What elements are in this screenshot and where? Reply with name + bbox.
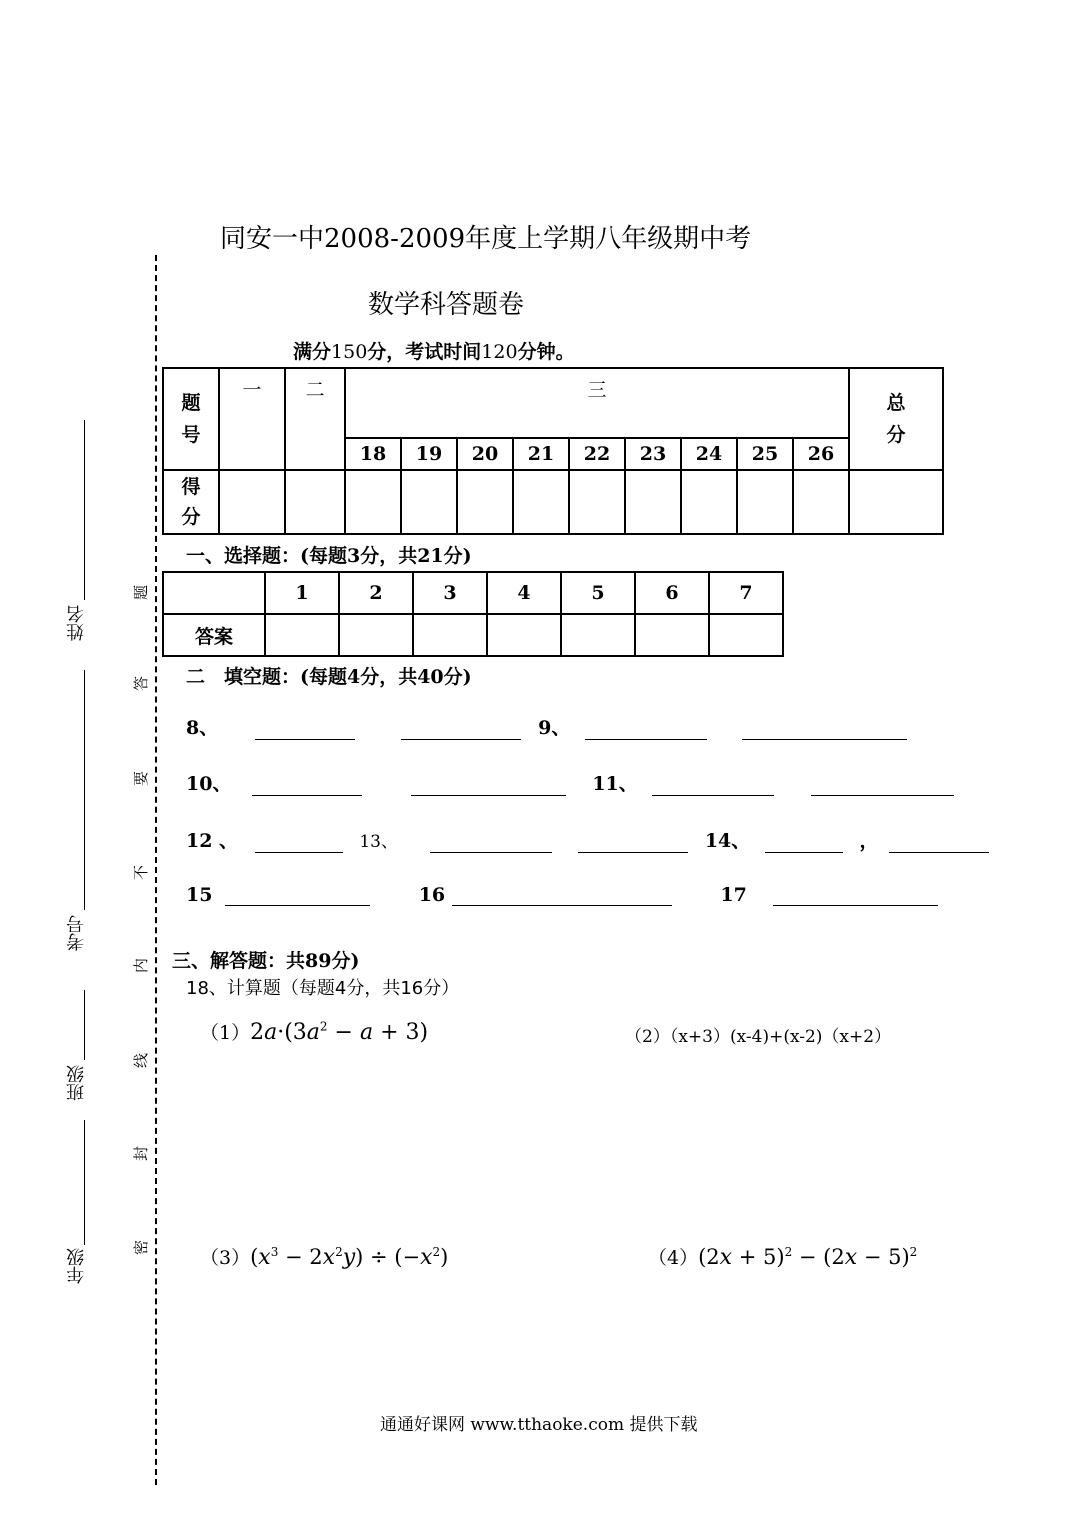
blank-10a[interactable] — [252, 775, 362, 796]
q-number-cell: 18 — [345, 438, 401, 470]
total-header: 总 分 — [849, 368, 943, 470]
score-input-cell[interactable] — [457, 470, 513, 534]
name-label: 姓名 — [66, 605, 87, 641]
seal-char-5: 内 — [132, 957, 151, 974]
choice-number: 4 — [487, 572, 561, 614]
seal-dashed-line — [155, 255, 157, 1485]
exam-note: 满分150分，考试时间120分钟。 — [293, 341, 575, 363]
seal-char-7: 封 — [132, 1145, 151, 1162]
footer-credit: 通通好课网 www.tthaoke.com 提供下载 — [380, 1415, 698, 1435]
section-3-heading: 三、解答题：共89分) — [172, 950, 360, 972]
col-1-header: 一 — [219, 368, 285, 470]
score-input-cell[interactable] — [737, 470, 793, 534]
fill-row-8-9: 8、 9、 — [186, 713, 907, 740]
blank-9b[interactable] — [742, 719, 907, 740]
q-number-cell: 22 — [569, 438, 625, 470]
blank-13a[interactable] — [430, 832, 552, 853]
empty-corner-cell — [163, 572, 265, 614]
answer-cell[interactable] — [265, 614, 339, 656]
blank-9a[interactable] — [585, 719, 707, 740]
total-score-cell[interactable] — [849, 470, 943, 534]
blank-14a[interactable] — [765, 832, 843, 853]
q-number-cell: 20 — [457, 438, 513, 470]
score-input-cell[interactable] — [625, 470, 681, 534]
section-3-sub: 18、计算题（每题4分，共16分） — [186, 978, 460, 999]
fill-row-12-14: 12 、 13、 14、 ， — [186, 826, 989, 853]
choice-number: 7 — [709, 572, 783, 614]
blank-17[interactable] — [773, 885, 938, 906]
score-table — [162, 367, 944, 535]
blank-12[interactable] — [255, 832, 343, 853]
seal-char-3: 要 — [132, 770, 151, 787]
answer-cell[interactable] — [561, 614, 635, 656]
problem-4: $(4)(2x + 5)^2 - (2x - 5)^2$ — [648, 1245, 918, 1270]
blank-8a[interactable] — [255, 719, 355, 740]
blank-15[interactable] — [225, 885, 370, 906]
answer-cell[interactable] — [487, 614, 561, 656]
choice-answer-table — [162, 571, 784, 657]
answer-label: 答案 — [163, 614, 265, 656]
blank-14b[interactable] — [889, 832, 989, 853]
exam-no-label: 考号 — [66, 915, 87, 951]
problem-3: $(3)(x^3 - 2x^2y) \div (-x^2)$ — [200, 1245, 449, 1270]
choice-number: 3 — [413, 572, 487, 614]
blank-8b[interactable] — [401, 719, 521, 740]
q-number-cell: 24 — [681, 438, 737, 470]
problem-2: （2）（x+3）(x-4)+(x-2)（x+2） — [625, 1027, 892, 1047]
page-subtitle: 数学科答题卷 — [368, 290, 525, 320]
blank-16[interactable] — [452, 885, 672, 906]
tihao-cell: 题 号 — [163, 368, 219, 470]
choice-number: 6 — [635, 572, 709, 614]
score-input-cell[interactable] — [345, 470, 401, 534]
seal-char-2: 答 — [132, 675, 151, 692]
answer-cell[interactable] — [709, 614, 783, 656]
q-number-cell: 26 — [793, 438, 849, 470]
blank-11b[interactable] — [811, 775, 954, 796]
choice-number: 1 — [265, 572, 339, 614]
blank-10b[interactable] — [411, 775, 566, 796]
class-label: 班级 — [66, 1065, 87, 1101]
seal-char-1: 题 — [132, 584, 151, 601]
page-title: 同安一中2008-2009年度上学期八年级期中考 — [220, 224, 752, 254]
q-number-cell: 21 — [513, 438, 569, 470]
section-2-heading: 二 填空题：(每题4分，共40分) — [186, 666, 472, 688]
score-input-cell[interactable] — [513, 470, 569, 534]
score-input-cell[interactable] — [285, 470, 345, 534]
seal-char-8: 密 — [132, 1239, 151, 1256]
defen-cell: 得 分 — [163, 470, 219, 534]
fill-row-10-11: 10、 11、 — [186, 769, 954, 796]
seal-char-4: 不 — [132, 864, 151, 881]
col-2-header: 二 — [285, 368, 345, 470]
section-1-heading: 一、选择题：(每题3分，共21分) — [186, 545, 472, 567]
grade-line — [84, 1120, 85, 1245]
seal-char-6: 线 — [132, 1052, 151, 1069]
score-input-cell[interactable] — [219, 470, 285, 534]
answer-cell[interactable] — [413, 614, 487, 656]
score-input-cell[interactable] — [401, 470, 457, 534]
fill-row-15-17: 15 16 17 — [186, 884, 938, 906]
problem-1: $(1)2a\cdot(3a^2 - a + 3)$ — [200, 1019, 429, 1045]
blank-11a[interactable] — [652, 775, 774, 796]
q-number-cell: 19 — [401, 438, 457, 470]
col-3-header: 三 — [345, 368, 849, 438]
name-line — [84, 420, 85, 600]
choice-number: 2 — [339, 572, 413, 614]
q-number-cell: 25 — [737, 438, 793, 470]
score-input-cell[interactable] — [793, 470, 849, 534]
score-input-cell[interactable] — [569, 470, 625, 534]
class-line — [84, 990, 85, 1060]
q-number-cell: 23 — [625, 438, 681, 470]
score-input-cell[interactable] — [681, 470, 737, 534]
exam-no-line — [84, 670, 85, 910]
answer-cell[interactable] — [635, 614, 709, 656]
grade-label: 年级 — [66, 1248, 87, 1284]
answer-cell[interactable] — [339, 614, 413, 656]
choice-number: 5 — [561, 572, 635, 614]
blank-13b[interactable] — [578, 832, 688, 853]
